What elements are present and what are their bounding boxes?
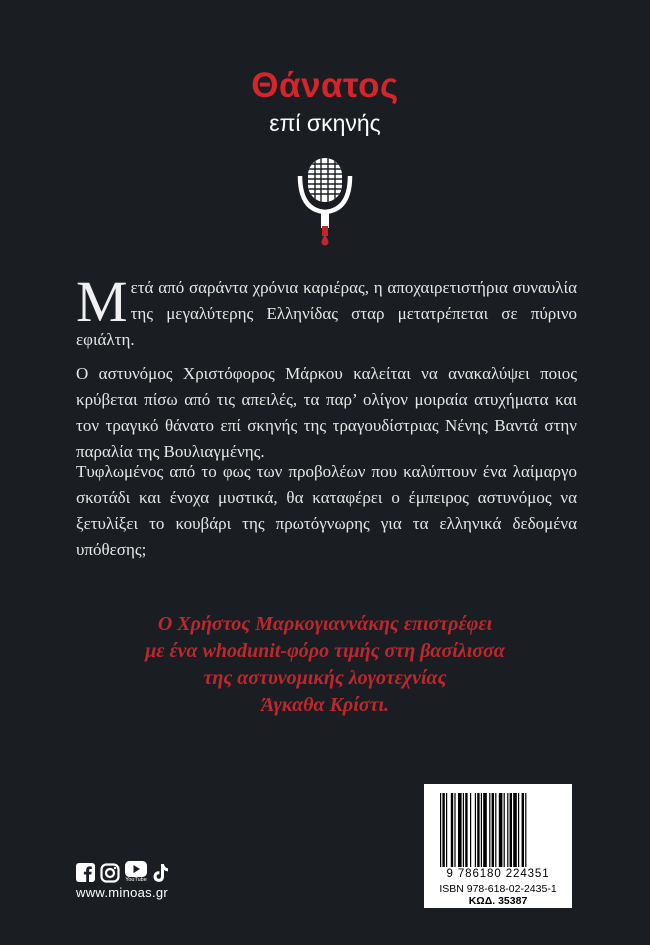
pull-quote-line: Άγκαθα Κρίστι.: [260, 694, 390, 716]
facebook-icon[interactable]: [76, 863, 95, 882]
blurb-paragraph-3: Τυφλωμένος από το φως των προβολέων που καλύπτουν ένα λαίμαργο σκοτάδι και ένοχα μυστικά, θα καταφέρει ο έμπειρος αστυνόμος να ξετυλίξει το κουβάρι της πρωτόγνωρης για τα ελληνικά δεδομένα υπόθεσης;: [76, 462, 577, 559]
drop-cap: Μ: [76, 269, 128, 334]
instagram-icon[interactable]: [100, 863, 120, 883]
product-code: ΚΩΔ. 35387: [468, 895, 528, 907]
youtube-label: YouTube: [125, 877, 147, 883]
barcode-panel: [424, 784, 572, 908]
pull-quote-line: της αστυνομικής λογοτεχνίας: [203, 667, 447, 689]
social-icons: [76, 861, 169, 884]
blurb-paragraph-1-text: ετά από σαράντα χρόνια καριέρας, η αποχαιρετιστήρια συναυλία της μεγαλύτερης Ελληνίδας σταρ μετατρέπεται σε πύρινο εφιάλτη.: [76, 278, 577, 349]
microphone-icon: [295, 156, 355, 248]
book-subtitle: επί σκηνής: [269, 110, 381, 136]
pull-quote: [0, 611, 650, 719]
barcode-icon: [440, 793, 556, 867]
barcode-digits: 9 786180 224351: [446, 868, 550, 880]
youtube-icon: [125, 861, 147, 877]
isbn-number: ISBN 978-618-02-2435-1: [439, 883, 557, 895]
blurb-paragraph-2: Ο αστυνόμος Χριστόφορος Μάρκου καλείται να ανακαλύψει ποιος κρύβεται πίσω από τις απειλές, τα παρ’ ολίγον μοιραία ατυχήματα και τον τραγικό θάνατο επί σκηνής της τραγουδίστριας Νένης Βαντά στην παραλία της Βουλιαγμένης.: [76, 364, 577, 461]
pull-quote-line: με ένα whodunit-φόρο τιμής στη βασίλισσα: [145, 640, 505, 662]
youtube-logo[interactable]: [125, 861, 147, 884]
blurb-paragraph-1: [76, 269, 577, 353]
tiktok-icon[interactable]: [152, 863, 169, 883]
pull-quote-line: Ο Χρήστος Μαρκογιαννάκης επιστρέφει: [157, 613, 493, 635]
book-title: Θάνατος: [251, 66, 399, 105]
publisher-website[interactable]: www.minoas.gr: [76, 885, 169, 900]
